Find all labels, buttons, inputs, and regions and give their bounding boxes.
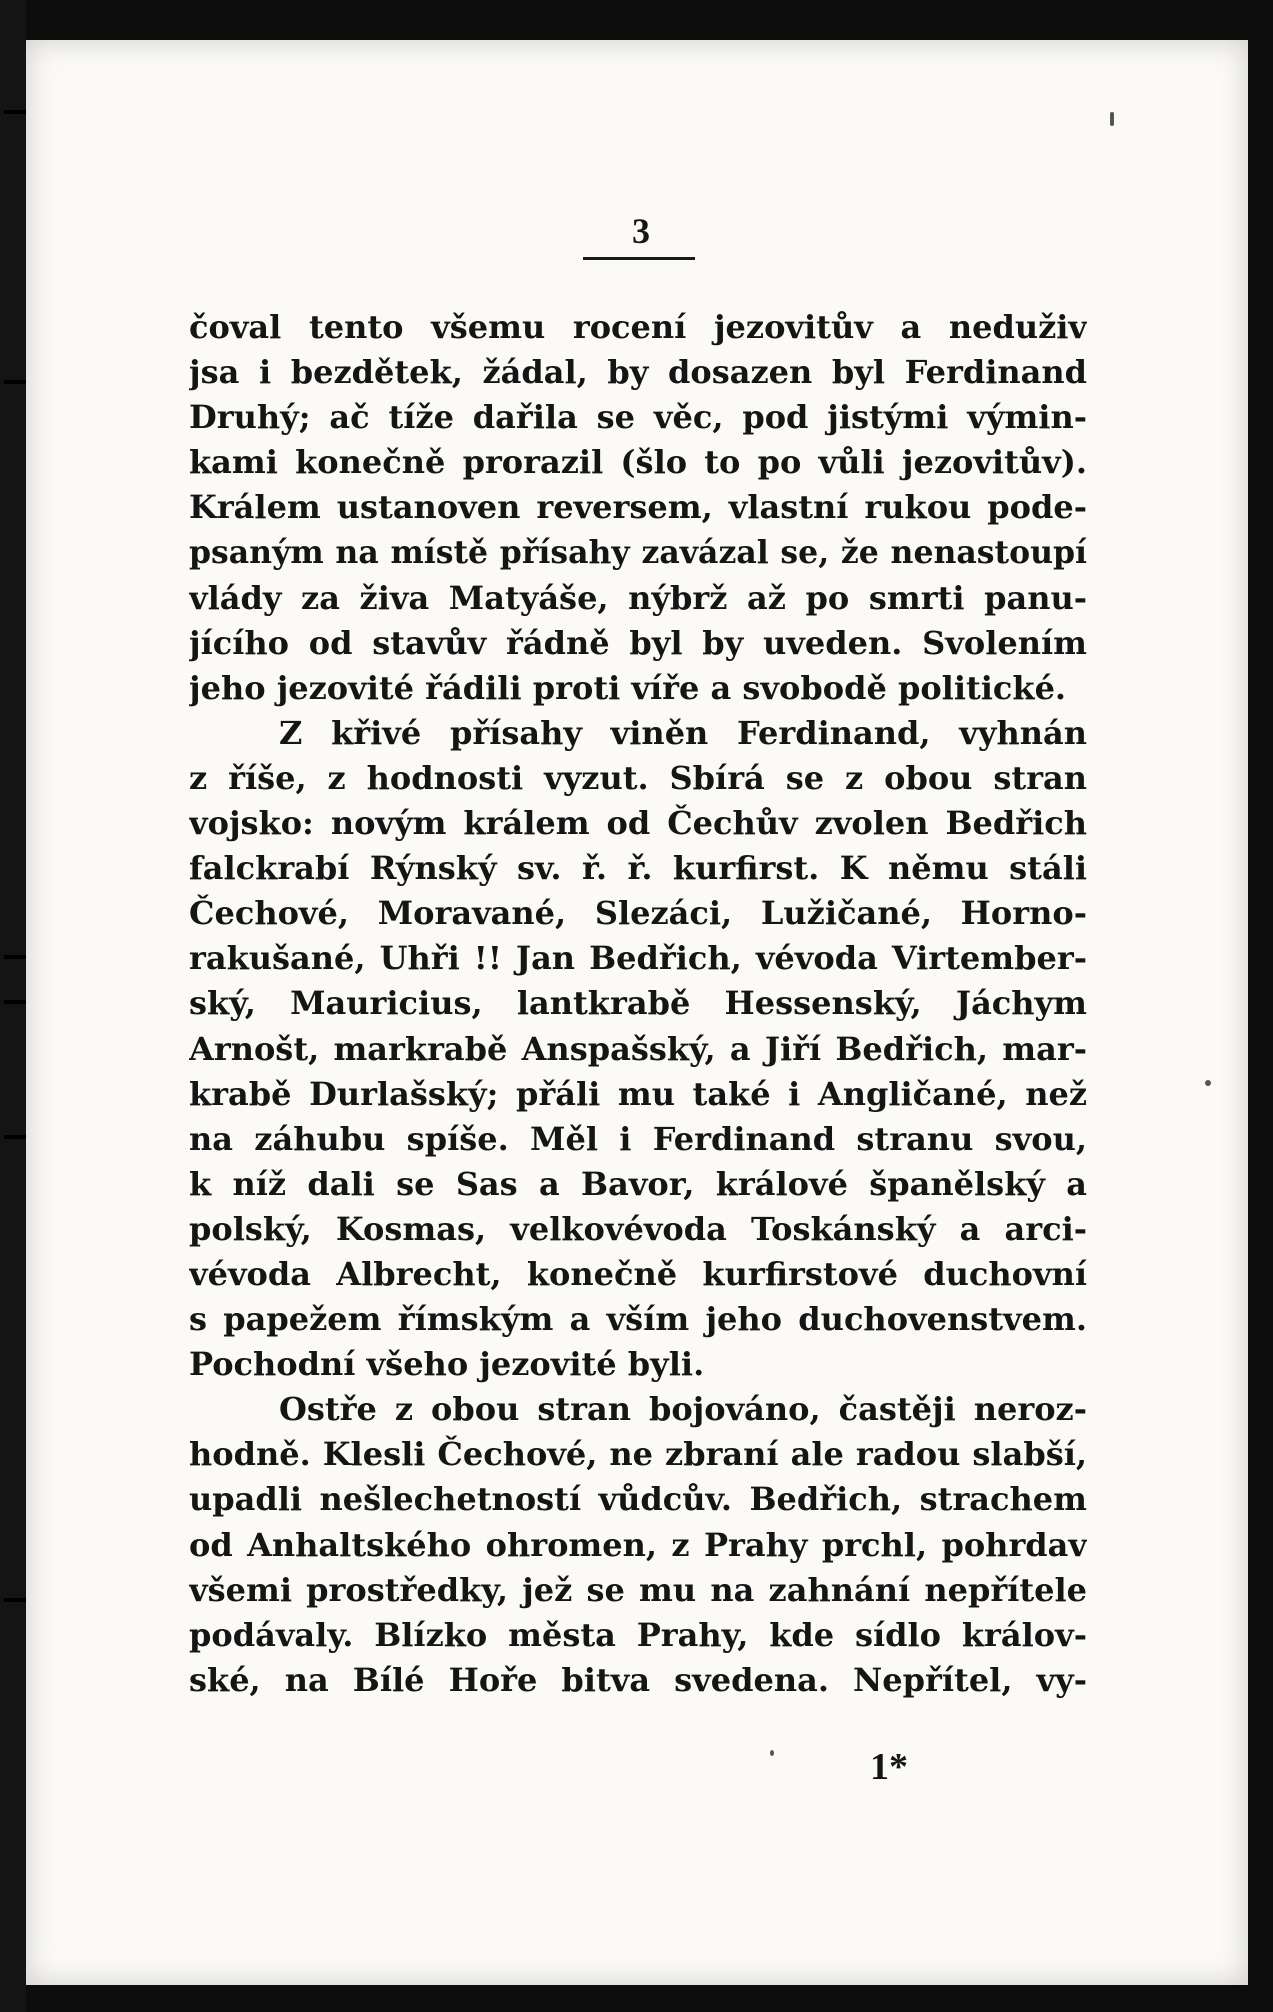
text-line: na záhubu spíše. Měl i Ferdinand stranu svou, bbox=[189, 1119, 1087, 1158]
binding-mark bbox=[4, 1135, 26, 1139]
text-line: z říše, z hodnosti vyzut. Sbírá se z obou stran bbox=[189, 758, 1087, 797]
text-line: polský, Kosmas, velkovévoda Toskánský a arci- bbox=[189, 1209, 1087, 1248]
paper-speck bbox=[770, 1750, 774, 1756]
binding-mark bbox=[4, 1598, 26, 1602]
page-number-rule bbox=[583, 257, 695, 260]
paper-speck bbox=[1205, 1080, 1211, 1086]
text-line: všemi prostředky, jež se mu na zahnání nepřítele bbox=[189, 1570, 1087, 1609]
text-line: vlády za živa Matyáše, nýbrž až po smrti panu- bbox=[189, 578, 1087, 617]
text-line: falckrabí Rýnský sv. ř. ř. kurfirst. K němu stáli bbox=[189, 849, 1087, 888]
text-line: podávaly. Blízko města Prahy, kde sídlo králov- bbox=[189, 1615, 1087, 1654]
binding-mark bbox=[4, 955, 26, 959]
book-binding-edge bbox=[0, 0, 26, 2012]
text-line: čoval tento všemu rocení jezovitův a neduživ bbox=[189, 308, 1087, 346]
text-line: kami konečně prorazil (šlo to po vůli jezovitův). bbox=[189, 443, 1087, 482]
text-line: psaným na místě přísahy zavázal se, že nenastoupí bbox=[189, 534, 1087, 572]
text-line: od Anhaltského ohromen, z Prahy prchl, pohrdav bbox=[189, 1525, 1087, 1564]
binding-mark bbox=[4, 110, 26, 114]
text-line: vojsko: novým králem od Čechův zvolen Bedřich bbox=[189, 804, 1087, 843]
printer-signature-mark: 1* bbox=[870, 1746, 908, 1788]
text-line: ské, na Bílé Hoře bitva svedena. Nepřítel, vy- bbox=[189, 1660, 1087, 1699]
text-line: Z křivé přísahy viněn Ferdinand, vyhnán bbox=[279, 713, 1087, 752]
body-text bbox=[189, 305, 1087, 1703]
text-line: jeho jezovité řádili proti víře a svobodě politické. bbox=[189, 668, 1067, 707]
text-line: Arnošt, markrabě Anspašský, a Jiří Bedřich, mar- bbox=[189, 1029, 1087, 1068]
text-line: Čechové, Moravané, Slezáci, Lužičané, Horno- bbox=[189, 894, 1087, 933]
text-line: ský, Mauricius, lantkrabě Hessenský, Jáchym bbox=[189, 984, 1087, 1023]
text-line: vévoda Albrecht, konečně kurfirstové duchovní bbox=[189, 1254, 1087, 1293]
text-line: krabě Durlašský; přáli mu také i Angličané, než bbox=[189, 1074, 1087, 1113]
paper-speck bbox=[1110, 112, 1114, 126]
text-line: rakušané, Uhři !! Jan Bedřich, vévoda Virtember- bbox=[189, 939, 1087, 978]
page-number: 3 bbox=[632, 211, 650, 251]
text-line: hodně. Klesli Čechové, ne zbraní ale radou slabší, bbox=[189, 1435, 1087, 1474]
text-line: s papežem římským a vším jeho duchovenstvem. bbox=[189, 1300, 1087, 1339]
text-line: Králem ustanoven reversem, vlastní rukou pode- bbox=[189, 488, 1087, 527]
text-line: Ostře z obou stran bojováno, častěji neroz- bbox=[279, 1390, 1087, 1429]
binding-mark bbox=[4, 1000, 26, 1004]
text-line: Pochodní všeho jezovité byli. bbox=[189, 1345, 705, 1384]
text-line: k níž dali se Sas a Bavor, králové španělský a bbox=[189, 1164, 1087, 1203]
text-line: jsa i bezdětek, žádal, by dosazen byl Ferdinand bbox=[189, 353, 1087, 392]
text-line: jícího od stavův řádně byl by uveden. Svolením bbox=[189, 623, 1087, 662]
text-line: upadli nešlechetností vůdcův. Bedřich, strachem bbox=[189, 1480, 1087, 1519]
binding-mark bbox=[4, 380, 26, 384]
text-line: Druhý; ač tíže dařila se věc, pod jistými výmin- bbox=[189, 398, 1087, 437]
